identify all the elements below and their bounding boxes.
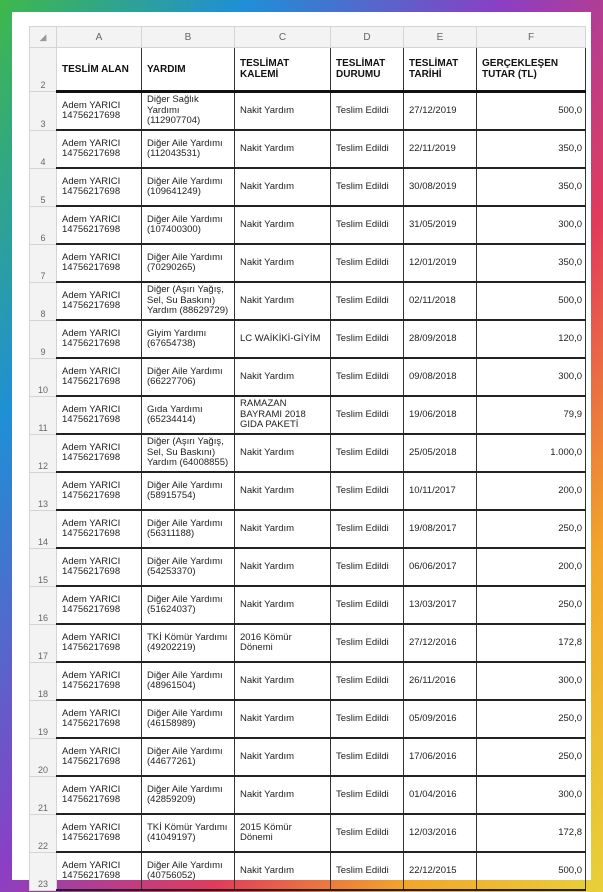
table-row <box>30 358 586 396</box>
cell-teslim-alan[interactable]: Adem YARICI 14756217698 <box>57 282 142 320</box>
cell-teslimat-tarihi[interactable]: 25/05/2018 <box>404 434 477 472</box>
cell-teslimat-durumu[interactable]: Teslim Edildi <box>331 700 404 738</box>
column-header-e[interactable]: E <box>404 27 477 48</box>
cell-gerceklesen-tutar[interactable]: 250,0 <box>477 700 586 738</box>
cell-teslimat-durumu[interactable]: Teslim Edildi <box>331 472 404 510</box>
cell-gerceklesen-tutar[interactable]: 500,0 <box>477 282 586 320</box>
cell-teslimat-tarihi[interactable]: 26/11/2016 <box>404 662 477 700</box>
cell-teslimat-tarihi[interactable]: 01/04/2016 <box>404 776 477 814</box>
cell-teslim-alan[interactable]: Adem YARICI 14756217698 <box>57 852 142 890</box>
cell-teslim-alan[interactable]: Adem YARICI 14756217698 <box>57 510 142 548</box>
row-number[interactable]: 4 <box>30 130 57 168</box>
cell-teslimat-tarihi[interactable]: 27/12/2016 <box>404 624 477 662</box>
column-header-a[interactable]: A <box>57 27 142 48</box>
column-header-d[interactable]: D <box>331 27 404 48</box>
row-number[interactable]: 11 <box>30 396 57 434</box>
cell-teslimat-kalemi[interactable]: Nakit Yardım <box>235 510 331 548</box>
cell-teslim-alan[interactable]: Adem YARICI 14756217698 <box>57 662 142 700</box>
header-gerceklesen-tutar[interactable]: GERÇEKLEŞEN TUTAR (TL) <box>477 48 586 92</box>
table-row <box>30 852 586 890</box>
cell-gerceklesen-tutar[interactable]: 200,0 <box>477 548 586 586</box>
table-row <box>30 130 586 168</box>
cell-gerceklesen-tutar[interactable]: 250,0 <box>477 586 586 624</box>
cell-teslim-alan[interactable]: Adem YARICI 14756217698 <box>57 776 142 814</box>
spreadsheet-grid <box>29 26 586 891</box>
cell-yardim[interactable]: TKİ Kömür Yardımı (49202219) <box>142 624 235 662</box>
table-header-row <box>30 48 586 92</box>
cell-teslimat-durumu[interactable]: Teslim Edildi <box>331 92 404 131</box>
cell-gerceklesen-tutar[interactable]: 350,0 <box>477 130 586 168</box>
cell-teslimat-durumu[interactable]: Teslim Edildi <box>331 358 404 396</box>
row-number[interactable]: 14 <box>30 510 57 548</box>
table-row <box>30 700 586 738</box>
cell-teslim-alan[interactable]: Adem YARICI 14756217698 <box>57 358 142 396</box>
cell-yardim[interactable]: Diğer Sağlık Yardımı (112907704) <box>142 92 235 131</box>
cell-teslimat-durumu[interactable]: Teslim Edildi <box>331 814 404 852</box>
cell-teslimat-kalemi[interactable]: 2016 Kömür Dönemi <box>235 624 331 662</box>
header-teslimat-kalemi[interactable]: TESLİMAT KALEMİ <box>235 48 331 92</box>
photo-frame <box>12 12 591 889</box>
cell-yardim[interactable]: Diğer Aile Yardımı (51624037) <box>142 586 235 624</box>
cell-teslimat-tarihi[interactable]: 17/06/2016 <box>404 738 477 776</box>
cell-teslimat-kalemi[interactable]: Nakit Yardım <box>235 282 331 320</box>
cell-teslimat-kalemi[interactable]: Nakit Yardım <box>235 434 331 472</box>
cell-teslimat-tarihi[interactable]: 22/12/2015 <box>404 852 477 890</box>
table-row <box>30 434 586 472</box>
header-teslimat-durumu[interactable]: TESLİMAT DURUMU <box>331 48 404 92</box>
cell-teslimat-kalemi[interactable]: Nakit Yardım <box>235 206 331 244</box>
row-number[interactable]: 12 <box>30 434 57 472</box>
column-header-b[interactable]: B <box>142 27 235 48</box>
cell-teslimat-kalemi[interactable]: Nakit Yardım <box>235 586 331 624</box>
cell-teslim-alan[interactable]: Adem YARICI 14756217698 <box>57 244 142 282</box>
cell-teslimat-tarihi[interactable]: 19/08/2017 <box>404 510 477 548</box>
table-row <box>30 586 586 624</box>
select-all-corner[interactable]: ◢ <box>30 27 57 48</box>
cell-teslimat-tarihi[interactable]: 19/06/2018 <box>404 396 477 434</box>
row-number[interactable]: 21 <box>30 776 57 814</box>
cell-yardim[interactable]: Diğer Aile Yardımı (107400300) <box>142 206 235 244</box>
cell-teslimat-durumu[interactable]: Teslim Edildi <box>331 738 404 776</box>
cell-teslimat-kalemi[interactable]: Nakit Yardım <box>235 92 331 131</box>
cell-teslimat-kalemi[interactable]: Nakit Yardım <box>235 130 331 168</box>
cell-teslim-alan[interactable]: Adem YARICI 14756217698 <box>57 586 142 624</box>
cell-teslimat-kalemi[interactable]: Nakit Yardım <box>235 776 331 814</box>
cell-gerceklesen-tutar[interactable]: 300,0 <box>477 662 586 700</box>
cell-teslim-alan[interactable]: Adem YARICI 14756217698 <box>57 396 142 434</box>
table-row <box>30 168 586 206</box>
cell-teslimat-durumu[interactable]: Teslim Edildi <box>331 662 404 700</box>
cell-gerceklesen-tutar[interactable]: 300,0 <box>477 776 586 814</box>
cell-teslimat-tarihi[interactable]: 02/11/2018 <box>404 282 477 320</box>
table-row <box>30 472 586 510</box>
cell-teslimat-durumu[interactable]: Teslim Edildi <box>331 548 404 586</box>
cell-teslimat-kalemi[interactable]: RAMAZAN BAYRAMI 2018 GIDA PAKETİ <box>235 396 331 434</box>
cell-teslimat-kalemi[interactable]: Nakit Yardım <box>235 738 331 776</box>
row-number[interactable]: 9 <box>30 320 57 358</box>
cell-gerceklesen-tutar[interactable]: 200,0 <box>477 472 586 510</box>
cell-teslimat-durumu[interactable]: Teslim Edildi <box>331 852 404 890</box>
row-number[interactable]: 7 <box>30 244 57 282</box>
row-number[interactable]: 16 <box>30 586 57 624</box>
cell-teslimat-tarihi[interactable]: 30/08/2019 <box>404 168 477 206</box>
table-row <box>30 244 586 282</box>
cell-teslimat-durumu[interactable]: Teslim Edildi <box>331 168 404 206</box>
row-number[interactable]: 17 <box>30 624 57 662</box>
header-teslimat-tarihi[interactable]: TESLİMAT TARİHİ <box>404 48 477 92</box>
cell-gerceklesen-tutar[interactable]: 120,0 <box>477 320 586 358</box>
cell-yardim[interactable]: Diğer Aile Yardımı (66227706) <box>142 358 235 396</box>
cell-teslimat-durumu[interactable]: Teslim Edildi <box>331 510 404 548</box>
cell-teslimat-kalemi[interactable]: Nakit Yardım <box>235 472 331 510</box>
cell-teslimat-durumu[interactable]: Teslim Edildi <box>331 586 404 624</box>
cell-yardim[interactable]: Gıda Yardımı (65234414) <box>142 396 235 434</box>
row-number[interactable]: 20 <box>30 738 57 776</box>
cell-teslimat-tarihi[interactable]: 12/01/2019 <box>404 244 477 282</box>
row-number[interactable]: 8 <box>30 282 57 320</box>
cell-teslim-alan[interactable]: Adem YARICI 14756217698 <box>57 738 142 776</box>
table-row <box>30 320 586 358</box>
cell-teslimat-kalemi[interactable]: Nakit Yardım <box>235 168 331 206</box>
cell-yardim[interactable]: Diğer Aile Yardımı (42859209) <box>142 776 235 814</box>
row-number[interactable]: 19 <box>30 700 57 738</box>
cell-gerceklesen-tutar[interactable]: 79,9 <box>477 396 586 434</box>
row-number[interactable]: 10 <box>30 358 57 396</box>
cell-yardim[interactable]: Diğer (Aşırı Yağış, Sel, Su Baskını) Yardım (88629729) <box>142 282 235 320</box>
table-row <box>30 814 586 852</box>
table-row <box>30 548 586 586</box>
cell-yardim[interactable]: Diğer Aile Yardımı (109641249) <box>142 168 235 206</box>
table-row <box>30 624 586 662</box>
cell-teslimat-durumu[interactable]: Teslim Edildi <box>331 206 404 244</box>
cell-teslimat-tarihi[interactable]: 05/09/2016 <box>404 700 477 738</box>
row-number[interactable]: 18 <box>30 662 57 700</box>
cell-teslimat-kalemi[interactable]: Nakit Yardım <box>235 700 331 738</box>
cell-teslimat-tarihi[interactable]: 09/08/2018 <box>404 358 477 396</box>
cell-gerceklesen-tutar[interactable]: 500,0 <box>477 852 586 890</box>
cell-gerceklesen-tutar[interactable]: 172,8 <box>477 814 586 852</box>
column-header-c[interactable]: C <box>235 27 331 48</box>
table-row <box>30 396 586 434</box>
table-row <box>30 206 586 244</box>
row-number[interactable]: 22 <box>30 814 57 852</box>
cell-yardim[interactable]: Diğer (Aşırı Yağış, Sel, Su Baskını) Yardım (64008855) <box>142 434 235 472</box>
cell-teslim-alan[interactable]: Adem YARICI 14756217698 <box>57 472 142 510</box>
cell-gerceklesen-tutar[interactable]: 1.000,0 <box>477 434 586 472</box>
cell-yardim[interactable]: Diğer Aile Yardımı (48961504) <box>142 662 235 700</box>
cell-teslimat-kalemi[interactable]: Nakit Yardım <box>235 662 331 700</box>
row-number[interactable]: 15 <box>30 548 57 586</box>
cell-teslimat-durumu[interactable]: Teslim Edildi <box>331 244 404 282</box>
cell-gerceklesen-tutar[interactable]: 300,0 <box>477 358 586 396</box>
row-number[interactable]: 13 <box>30 472 57 510</box>
table-row <box>30 738 586 776</box>
cell-teslimat-tarihi[interactable]: 13/03/2017 <box>404 586 477 624</box>
row-number[interactable]: 5 <box>30 168 57 206</box>
cell-gerceklesen-tutar[interactable]: 300,0 <box>477 206 586 244</box>
cell-teslimat-kalemi[interactable]: Nakit Yardım <box>235 548 331 586</box>
cell-teslim-alan[interactable]: Adem YARICI 14756217698 <box>57 130 142 168</box>
cell-gerceklesen-tutar[interactable]: 250,0 <box>477 510 586 548</box>
row-number[interactable]: 2 <box>30 48 57 92</box>
cell-teslim-alan[interactable]: Adem YARICI 14756217698 <box>57 206 142 244</box>
cell-teslim-alan[interactable]: Adem YARICI 14756217698 <box>57 814 142 852</box>
cell-teslimat-kalemi[interactable]: Nakit Yardım <box>235 852 331 890</box>
table-row <box>30 662 586 700</box>
cell-yardim[interactable]: Giyim Yardımı (67654738) <box>142 320 235 358</box>
row-number[interactable]: 3 <box>30 92 57 131</box>
header-teslim-alan[interactable]: TESLİM ALAN <box>57 48 142 92</box>
cell-teslimat-durumu[interactable]: Teslim Edildi <box>331 320 404 358</box>
header-yardim[interactable]: YARDIM <box>142 48 235 92</box>
cell-teslim-alan[interactable]: Adem YARICI 14756217698 <box>57 168 142 206</box>
cell-gerceklesen-tutar[interactable]: 250,0 <box>477 738 586 776</box>
cell-teslimat-durumu[interactable]: Teslim Edildi <box>331 776 404 814</box>
table-row <box>30 282 586 320</box>
cell-teslimat-kalemi[interactable]: Nakit Yardım <box>235 244 331 282</box>
cell-yardim[interactable]: Diğer Aile Yardımı (40756052) <box>142 852 235 890</box>
cell-yardim[interactable]: Diğer Aile Yardımı (112043531) <box>142 130 235 168</box>
cell-teslimat-durumu[interactable]: Teslim Edildi <box>331 130 404 168</box>
row-number[interactable]: 23 <box>30 852 57 890</box>
cell-yardim[interactable]: Diğer Aile Yardımı (54253370) <box>142 548 235 586</box>
cell-gerceklesen-tutar[interactable]: 350,0 <box>477 244 586 282</box>
cell-teslimat-durumu[interactable]: Teslim Edildi <box>331 396 404 434</box>
cell-yardim[interactable]: Diğer Aile Yardımı (56311188) <box>142 510 235 548</box>
cell-teslim-alan[interactable]: Adem YARICI 14756217698 <box>57 92 142 131</box>
cell-teslimat-kalemi[interactable]: 2015 Kömür Dönemi <box>235 814 331 852</box>
cell-teslimat-durumu[interactable]: Teslim Edildi <box>331 434 404 472</box>
cell-teslimat-kalemi[interactable]: Nakit Yardım <box>235 358 331 396</box>
cell-gerceklesen-tutar[interactable]: 172,8 <box>477 624 586 662</box>
cell-teslimat-kalemi[interactable]: LC WAİKİKİ-GİYİM <box>235 320 331 358</box>
cell-teslim-alan[interactable]: Adem YARICI 14756217698 <box>57 434 142 472</box>
cell-teslim-alan[interactable]: Adem YARICI 14756217698 <box>57 624 142 662</box>
cell-yardim[interactable]: Diğer Aile Yardımı (44677261) <box>142 738 235 776</box>
cell-teslim-alan[interactable]: Adem YARICI 14756217698 <box>57 320 142 358</box>
cell-teslimat-durumu[interactable]: Teslim Edildi <box>331 282 404 320</box>
cell-teslimat-tarihi[interactable]: 27/12/2019 <box>404 92 477 131</box>
table-row <box>30 776 586 814</box>
cell-teslimat-tarihi[interactable]: 12/03/2016 <box>404 814 477 852</box>
column-header-row <box>30 27 586 48</box>
cell-gerceklesen-tutar[interactable]: 500,0 <box>477 92 586 131</box>
cell-teslim-alan[interactable]: Adem YARICI 14756217698 <box>57 700 142 738</box>
cell-yardim[interactable]: Diğer Aile Yardımı (46158989) <box>142 700 235 738</box>
cell-teslimat-tarihi[interactable]: 31/05/2019 <box>404 206 477 244</box>
column-header-f[interactable]: F <box>477 27 586 48</box>
cell-yardim[interactable]: TKİ Kömür Yardımı (41049197) <box>142 814 235 852</box>
cell-teslim-alan[interactable]: Adem YARICI 14756217698 <box>57 548 142 586</box>
cell-teslimat-tarihi[interactable]: 22/11/2019 <box>404 130 477 168</box>
table-row <box>30 92 586 131</box>
row-number[interactable]: 6 <box>30 206 57 244</box>
cell-gerceklesen-tutar[interactable]: 350,0 <box>477 168 586 206</box>
cell-teslimat-tarihi[interactable]: 06/06/2017 <box>404 548 477 586</box>
cell-teslimat-tarihi[interactable]: 28/09/2018 <box>404 320 477 358</box>
spreadsheet <box>29 26 585 889</box>
cell-teslimat-tarihi[interactable]: 10/11/2017 <box>404 472 477 510</box>
cell-teslimat-durumu[interactable]: Teslim Edildi <box>331 624 404 662</box>
cell-yardim[interactable]: Diğer Aile Yardımı (58915754) <box>142 472 235 510</box>
table-row <box>30 510 586 548</box>
cell-yardim[interactable]: Diğer Aile Yardımı (70290265) <box>142 244 235 282</box>
